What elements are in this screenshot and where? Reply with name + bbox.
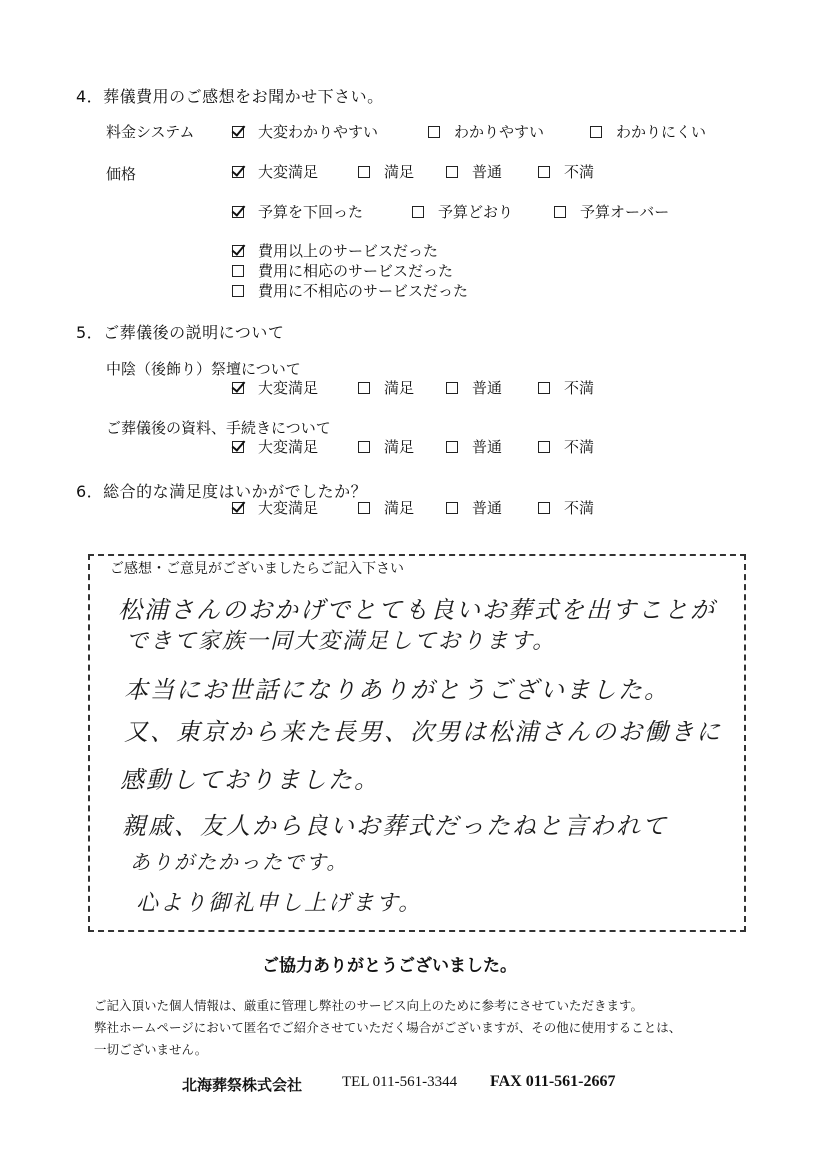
documents-label: ご葬儀後の資料、手続きについて — [106, 419, 331, 437]
price-budget-options — [232, 201, 669, 222]
option-item[interactable]: 不満 — [538, 436, 594, 457]
checkbox-icon[interactable] — [232, 265, 244, 277]
option-item[interactable]: 予算を下回った — [232, 201, 412, 222]
company-name: 北海葬祭株式会社 — [182, 1076, 303, 1094]
company-tel: TEL 011-561-3344 — [342, 1074, 458, 1090]
option-item[interactable]: 大変わかりやすい — [232, 121, 428, 142]
fee-system-label: 料金システム — [106, 123, 195, 141]
handwritten-line: できて家族一同大変満足しております。 — [126, 629, 557, 654]
q6-title: 6．総合的な満足度はいかがでしたか？ — [76, 482, 368, 501]
documents-options — [232, 436, 594, 457]
price-label: 価格 — [106, 165, 137, 183]
checkbox-checked-icon[interactable] — [232, 206, 244, 218]
checkbox-icon[interactable] — [446, 502, 458, 514]
checkbox-icon[interactable] — [358, 502, 370, 514]
checkbox-checked-icon[interactable] — [232, 245, 244, 257]
option-item[interactable]: わかりにくい — [590, 121, 706, 142]
checkbox-checked-icon[interactable] — [232, 382, 244, 394]
handwritten-line: ありがたかったです。 — [130, 850, 349, 874]
privacy-note-line: 一切ございません。 — [94, 1042, 208, 1057]
handwritten-line: 松浦さんのおかげでとても良いお葬式を出すことが — [118, 596, 716, 624]
option-item[interactable]: 費用以上のサービスだった — [232, 240, 438, 261]
thanks-message: ご協力ありがとうございました。 — [262, 956, 517, 976]
checkbox-icon[interactable] — [446, 441, 458, 453]
q4-title: 4．葬儀費用のご感想をお聞かせ下さい。 — [76, 87, 384, 106]
option-item[interactable]: 普通 — [446, 436, 538, 457]
checkbox-icon[interactable] — [538, 382, 550, 394]
checkbox-checked-icon[interactable] — [232, 166, 244, 178]
option-item[interactable]: 費用に相応のサービスだった — [232, 260, 453, 281]
fee-system-options — [232, 121, 706, 142]
q5-title: 5．ご葬儀後の説明について — [76, 323, 285, 342]
option-item[interactable]: 不満 — [538, 161, 594, 182]
option-item[interactable]: 普通 — [446, 497, 538, 518]
option-item[interactable]: 大変満足 — [232, 436, 358, 457]
option-item[interactable]: 満足 — [358, 436, 446, 457]
checkbox-icon[interactable] — [538, 502, 550, 514]
checkbox-icon[interactable] — [554, 206, 566, 218]
handwritten-line: 感動しておりました。 — [120, 766, 380, 794]
handwritten-line: 本当にお世話になりありがとうございました。 — [124, 676, 670, 704]
altar-options — [232, 377, 594, 398]
checkbox-icon[interactable] — [538, 166, 550, 178]
checkbox-icon[interactable] — [412, 206, 424, 218]
option-item[interactable]: 満足 — [358, 377, 446, 398]
handwritten-line: 心より御礼申し上げます。 — [136, 891, 423, 916]
option-item[interactable]: 大変満足 — [232, 377, 358, 398]
checkbox-icon[interactable] — [358, 382, 370, 394]
option-item[interactable]: 不満 — [538, 377, 594, 398]
checkbox-icon[interactable] — [446, 382, 458, 394]
option-item[interactable]: 満足 — [358, 161, 446, 182]
checkbox-checked-icon[interactable] — [232, 126, 244, 138]
overall-options — [232, 497, 594, 518]
option-item[interactable]: 大変満足 — [232, 497, 358, 518]
checkbox-icon[interactable] — [590, 126, 602, 138]
checkbox-icon[interactable] — [538, 441, 550, 453]
option-item[interactable]: 予算どおり — [412, 201, 554, 222]
checkbox-icon[interactable] — [446, 166, 458, 178]
option-item[interactable]: 予算オーバー — [554, 201, 669, 222]
company-fax: FAX 011-561-2667 — [490, 1073, 616, 1090]
price-satisfaction-options — [232, 161, 594, 182]
option-item[interactable]: 費用に不相応のサービスだった — [232, 280, 468, 301]
checkbox-icon[interactable] — [232, 285, 244, 297]
handwritten-line: 又、東京から来た長男、次男は松浦さんのお働きに — [124, 718, 722, 746]
option-item[interactable]: 普通 — [446, 377, 538, 398]
option-item[interactable]: わかりやすい — [428, 121, 590, 142]
checkbox-icon[interactable] — [358, 441, 370, 453]
checkbox-checked-icon[interactable] — [232, 441, 244, 453]
handwritten-line: 親戚、友人から良いお葬式だったねと言われて — [122, 812, 668, 840]
altar-label: 中陰（後飾り）祭壇について — [106, 360, 301, 378]
checkbox-checked-icon[interactable] — [232, 502, 244, 514]
privacy-note-line: ご記入頂いた個人情報は、厳重に管理し弊社のサービス向上のために参考にさせていただきます。 — [94, 998, 644, 1013]
checkbox-icon[interactable] — [358, 166, 370, 178]
option-item[interactable]: 満足 — [358, 497, 446, 518]
checkbox-icon[interactable] — [428, 126, 440, 138]
option-item[interactable]: 大変満足 — [232, 161, 358, 182]
option-item[interactable]: 不満 — [538, 497, 594, 518]
option-item[interactable]: 普通 — [446, 161, 538, 182]
privacy-note-line: 弊社ホームページにおいて匿名でご紹介させていただく場合がございますが、その他に使用することは、 — [94, 1020, 682, 1035]
comment-heading: ご感想・ご意見がございましたらご記入下さい — [110, 561, 404, 577]
